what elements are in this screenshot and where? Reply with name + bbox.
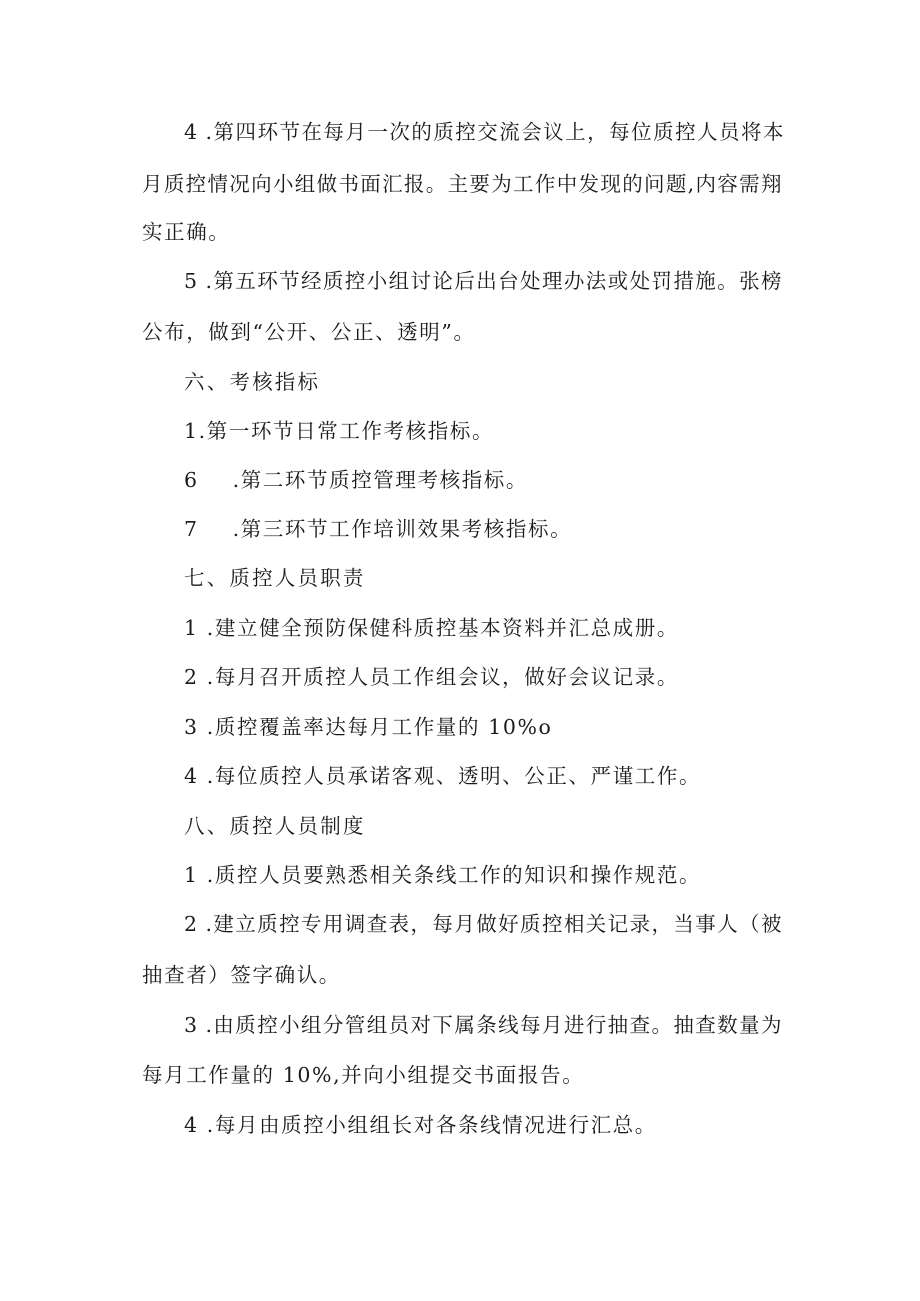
assessment-item-3: 7 .第三环节工作培训效果考核指标。	[184, 517, 573, 541]
assessment-item-1: 1.第一环节日常工作考核指标。	[184, 419, 495, 443]
duty-item-2: 2 .每月召开质控人员工作组会议，做好会议记录。	[184, 665, 679, 689]
assessment-item-2: 6 .第二环节质控管理考核指标。	[184, 468, 529, 492]
paragraph-4-line-2: 月质控情况向小组做书面汇报。主要为工作中发现的问题,内容需翔	[142, 172, 782, 196]
duty-item-1: 1 .建立健全预防保健科质控基本资料并汇总成册。	[184, 616, 679, 640]
section-heading-8: 八、质控人员制度	[184, 814, 366, 838]
paragraph-5-line-1: 5 .第五环节经质控小组讨论后出台处理办法或处罚措施。张榜	[184, 269, 782, 293]
paragraph-4-line-1: 4 .第四环节在每月一次的质控交流会议上，每位质控人员将本	[184, 120, 784, 144]
duty-item-3: 3 .质控覆盖率达每月工作量的 10%o	[184, 715, 553, 739]
paragraph-4-line-3: 实正确。	[142, 220, 231, 244]
rule-item-3-line-1: 3 .由质控小组分管组员对下属条线每月进行抽查。抽查数量为	[184, 1013, 782, 1037]
rule-item-1: 1 .质控人员要熟悉相关条线工作的知识和操作规范。	[184, 863, 702, 887]
rule-item-2-line-1: 2 .建立质控专用调查表，每月做好质控相关记录，当事人（被	[184, 912, 782, 936]
paragraph-5-line-2: 公布，做到“公开、公正、透明”。	[142, 320, 476, 344]
rule-item-3-line-2: 每月工作量的 10%,并向小组提交书面报告。	[142, 1063, 585, 1087]
section-heading-6: 六、考核指标	[184, 370, 321, 394]
section-heading-7: 七、质控人员职责	[184, 566, 366, 590]
rule-item-4: 4 .每月由质控小组组长对各条线情况进行汇总。	[184, 1113, 657, 1137]
duty-item-4: 4 .每位质控人员承诺客观、透明、公正、严谨工作。	[184, 764, 702, 788]
rule-item-2-line-2: 抽查者）签字确认。	[142, 963, 341, 987]
